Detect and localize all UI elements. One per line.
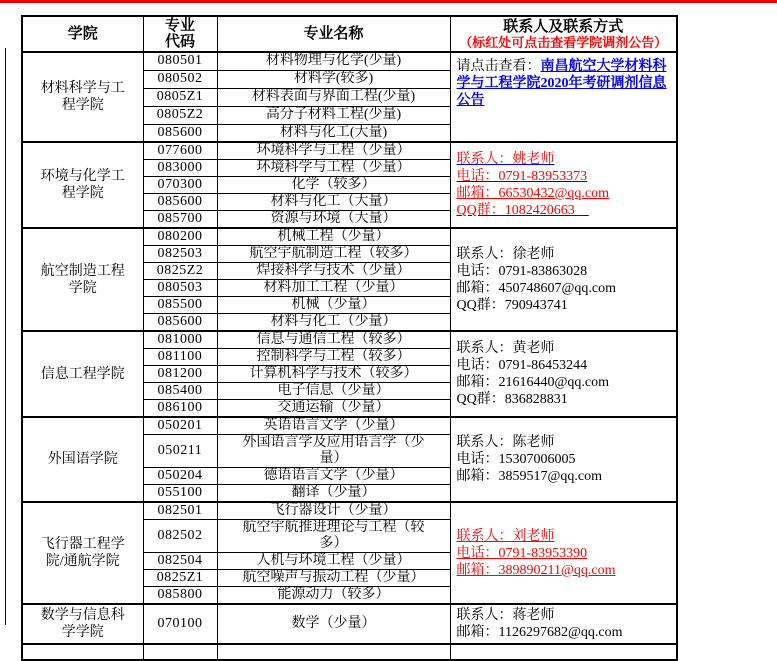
- table-row: [22, 52, 677, 70]
- contact-cell: [450, 228, 677, 331]
- major-code-cell: 082504: [143, 553, 217, 570]
- contact-person-line[interactable]: 联系人：刘老师: [456, 528, 555, 544]
- header-college: 学院: [22, 16, 143, 52]
- adjustment-info-table: [21, 15, 678, 661]
- major-name-cell: 资源与环境（大量）: [217, 211, 450, 229]
- major-code-cell: 077600: [143, 142, 217, 160]
- major-name-cell: 数学（少量）: [217, 604, 450, 644]
- table-row: [22, 331, 677, 349]
- major-code-cell: 085600: [143, 194, 217, 211]
- table-row: [22, 502, 677, 520]
- contact-phone-line: 电话：0791-86453244: [456, 358, 588, 373]
- college-cell: 数学与信息科学学院: [22, 604, 143, 644]
- header-contact-red-note: （标红处可点击查看学院调剂公告）: [459, 34, 668, 50]
- contact-email-line: 邮箱：1126297682@qq.com: [456, 625, 623, 640]
- major-code-cell: 082503: [143, 246, 217, 263]
- major-name-cell: 英语语言文学（少量）: [217, 417, 450, 435]
- contact-cell: [450, 502, 677, 604]
- major-code-cell: 085500: [143, 297, 217, 314]
- college-cell: 航空制造工程学院: [22, 228, 143, 331]
- contact-person-line: 联系人：陈老师: [456, 435, 555, 450]
- major-name-cell: 交通运输（少量）: [217, 400, 450, 418]
- major-name-cell: 飞行器设计（少量）: [217, 502, 450, 520]
- contact-email-line[interactable]: 邮箱：389890211@qq.com: [456, 562, 616, 578]
- major-name-cell: 德语语言文学（少量）: [217, 468, 450, 485]
- major-code-cell: 082502: [143, 520, 217, 553]
- major-code-cell: 085600: [143, 124, 217, 142]
- contact-cell: [450, 604, 677, 644]
- major-code-cell: 070100: [143, 604, 217, 644]
- college-cell: [22, 644, 143, 660]
- table-row: [22, 604, 677, 644]
- major-name-cell: 化学（较多）: [217, 177, 450, 194]
- major-code-cell: 050201: [143, 417, 217, 435]
- contact-email-line[interactable]: 邮箱：66530432@qq.com: [456, 186, 609, 201]
- major-code-cell: 055100: [143, 485, 217, 503]
- major-code-cell: 080501: [143, 52, 217, 70]
- major-name-cell: 翻译（少量）: [217, 485, 450, 503]
- contact-cell: [450, 142, 677, 228]
- contact-phone-line: 电话：0791-83863028: [456, 263, 588, 279]
- major-name-cell: 机械（少量）: [217, 297, 450, 314]
- top-red-rule: [0, 0, 777, 3]
- major-name-cell: 航空宇航推进理论与工程（较多）: [217, 520, 450, 553]
- table-body: [22, 52, 677, 660]
- major-code-cell: 086100: [143, 400, 217, 418]
- college-cell: 飞行器工程学院/通航学院: [22, 502, 143, 604]
- contact-cell: [450, 52, 677, 142]
- contact-cell: [450, 331, 677, 417]
- major-code-cell: 081200: [143, 366, 217, 383]
- contact-person-line: 联系人：徐老师: [456, 246, 555, 262]
- header-contact: [450, 16, 677, 52]
- major-name-cell: 高分子材料工程(少量): [217, 106, 450, 124]
- contact-cell: [450, 644, 677, 660]
- major-code-cell: 085800: [143, 587, 217, 605]
- major-code-cell: 081100: [143, 349, 217, 366]
- college-cell: 外国语学院: [22, 417, 143, 502]
- major-code-cell: 080503: [143, 280, 217, 297]
- major-name-cell: 能源动力（较多）: [217, 587, 450, 605]
- major-code-cell: 070300: [143, 177, 217, 194]
- major-code-cell: 0825Z1: [143, 570, 217, 587]
- major-name-cell: 航空噪声与振动工程（少量）: [217, 570, 450, 587]
- left-border-line: [5, 48, 6, 625]
- contact-email-line: 邮箱：450748607@qq.com: [456, 280, 616, 296]
- major-name-cell: 电子信息（少量）: [217, 383, 450, 400]
- major-code-cell: 081000: [143, 331, 217, 349]
- major-name-cell: 人机与环境工程（少量）: [217, 553, 450, 570]
- table-row: [22, 228, 677, 246]
- major-name-cell: 信息与通信工程（较多）: [217, 331, 450, 349]
- major-code-cell: 0825Z2: [143, 263, 217, 280]
- major-code-cell: 080502: [143, 70, 217, 88]
- major-code-cell: 080200: [143, 228, 217, 246]
- major-name-cell: 机械工程（少量）: [217, 228, 450, 246]
- major-code-cell: 0805Z2: [143, 106, 217, 124]
- contact-person-line: 联系人：黄老师: [456, 341, 555, 356]
- major-code-cell: 050204: [143, 468, 217, 485]
- contact-phone-line[interactable]: 电话：0791-83953373: [456, 169, 588, 184]
- contact-qq-group-line: QQ群：790943741: [456, 297, 568, 313]
- major-code-cell: 0805Z1: [143, 88, 217, 106]
- major-name-cell: 材料与化工（大量）: [217, 194, 450, 211]
- college-cell: 环境与化学工程学院: [22, 142, 143, 228]
- table-row: [22, 417, 677, 435]
- major-name-cell: 材料加工工程（少量）: [217, 280, 450, 297]
- major-name-cell: 焊接科学与技术（少量）: [217, 263, 450, 280]
- header-row: [22, 16, 677, 52]
- major-name-cell: 环境科学与工程（少量）: [217, 142, 450, 160]
- table-row: [22, 644, 677, 660]
- major-name-cell: 材料与化工(大量): [217, 124, 450, 142]
- major-code-cell: 085700: [143, 211, 217, 229]
- contact-person-line: 联系人：蒋老师: [456, 608, 555, 623]
- header-contact-title: 联系人及联系方式: [503, 18, 624, 35]
- major-name-cell: [217, 644, 450, 660]
- major-code-cell: 050211: [143, 435, 217, 468]
- major-name-cell: 控制科学与工程（较多）: [217, 349, 450, 366]
- major-code-cell: 083000: [143, 160, 217, 177]
- college-notice-link[interactable]: 南昌航空大学材料科学与工程学院2020年考研调剂信息公告: [456, 59, 667, 108]
- contact-cell: [450, 417, 677, 502]
- college-cell: 信息工程学院: [22, 331, 143, 417]
- major-name-cell: 材料与化工（少量）: [217, 314, 450, 332]
- contact-qq-group-line: QQ群：836828831: [456, 392, 568, 407]
- contact-person-line[interactable]: 联系人：姚老师: [456, 152, 555, 167]
- contact-phone-line[interactable]: 电话：0791-83953390: [456, 545, 588, 561]
- major-code-cell: 082501: [143, 502, 217, 520]
- contact-phone-line: 电话：15307006005: [456, 452, 576, 467]
- major-name-cell: 计算机科学与技术（较多）: [217, 366, 450, 383]
- major-name-cell: 外国语言学及应用语言学（少量）: [217, 435, 450, 468]
- major-code-cell: 085600: [143, 314, 217, 332]
- table-row: [22, 142, 677, 160]
- major-name-cell: 材料学(较多): [217, 70, 450, 88]
- contact-qq-group-line[interactable]: QQ群：1082420663: [456, 203, 589, 218]
- college-cell: 材料科学与工程学院: [22, 52, 143, 142]
- header-major-code: 专业代码: [143, 16, 217, 52]
- major-code-cell: 085400: [143, 383, 217, 400]
- header-major-name: 专业名称: [217, 16, 450, 52]
- major-name-cell: 航空宇航制造工程（较多）: [217, 246, 450, 263]
- contact-email-line: 邮箱：21616440@qq.com: [456, 375, 609, 390]
- major-name-cell: 环境科学与工程（少量）: [217, 160, 450, 177]
- major-name-cell: 材料物理与化学(少量): [217, 52, 450, 70]
- notice-link-prefix: 请点击查看：: [456, 59, 541, 74]
- major-code-cell: [143, 644, 217, 660]
- major-name-cell: 材料表面与界面工程(少量): [217, 88, 450, 106]
- contact-email-line: 邮箱：3859517@qq.com: [456, 469, 602, 484]
